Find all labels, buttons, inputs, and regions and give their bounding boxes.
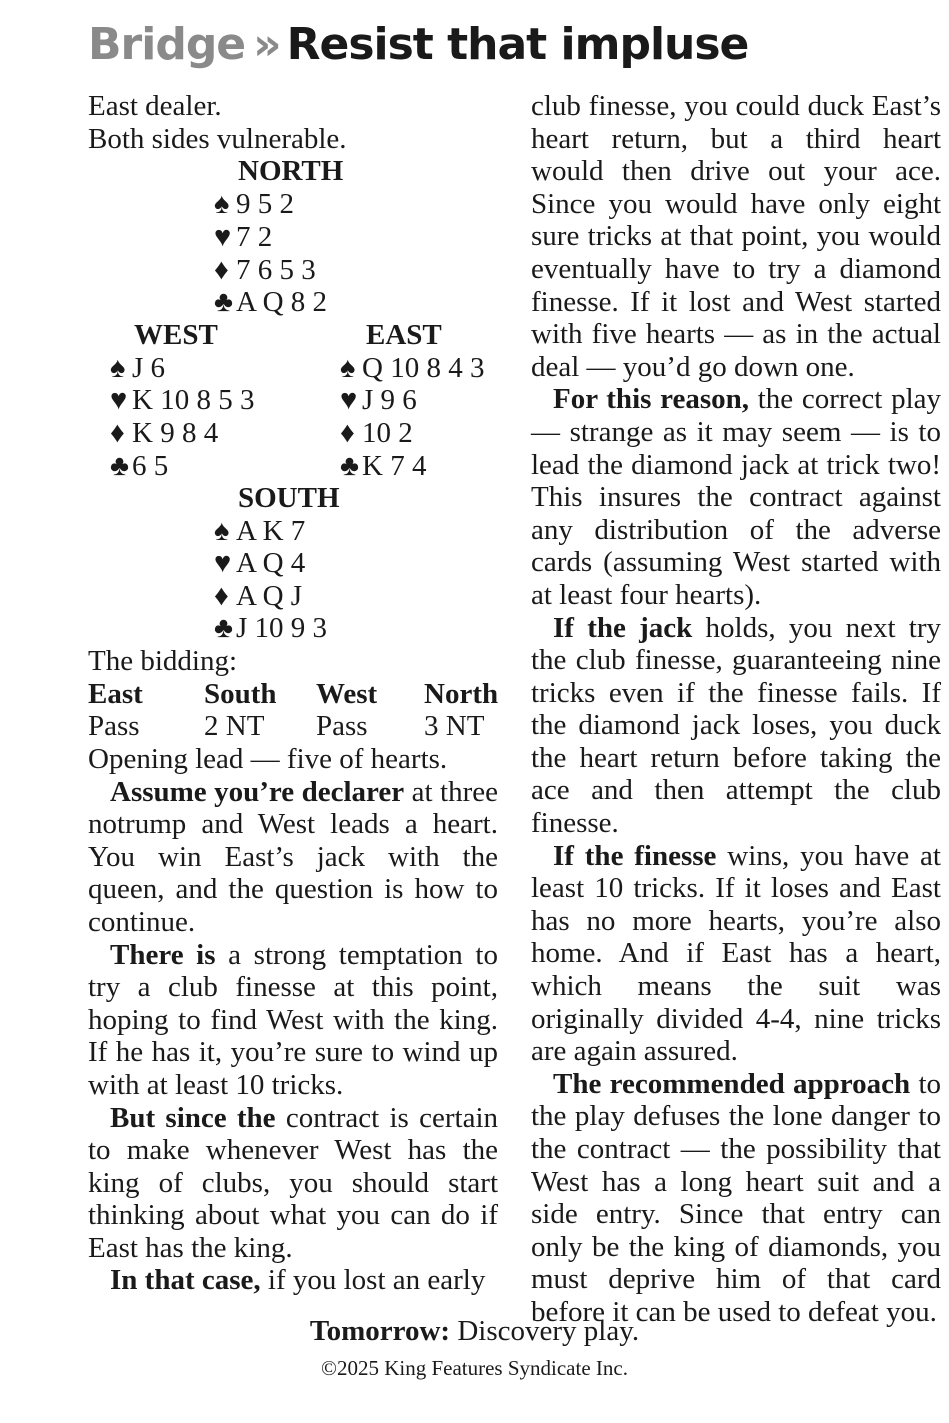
spade-icon: ♠ bbox=[110, 352, 126, 385]
south-label: SOUTH bbox=[238, 482, 340, 515]
tomorrow-label: Tomorrow: bbox=[309, 1315, 451, 1347]
heart-icon: ♥ bbox=[340, 384, 358, 417]
bidding-header: North bbox=[424, 677, 499, 710]
diamond-icon: ♦ bbox=[214, 580, 229, 613]
paragraph-8: The recommended approach to the play defuses the lone danger to the contract — the possibility that West has a long heart suit and a side entry. Since that entry can only be the king of diamonds, you must deprive him of that card before it can be used to defeat you. bbox=[531, 1067, 941, 1328]
spade-icon: ♠ bbox=[340, 352, 356, 385]
west-clubs: ♣ 6 5 bbox=[110, 450, 169, 483]
right-column bbox=[531, 90, 941, 1329]
opening-lead: Opening lead — five of hearts. bbox=[88, 742, 448, 775]
dealer-line: East dealer. bbox=[88, 90, 222, 122]
south-clubs: ♣ J 10 9 3 bbox=[214, 612, 328, 645]
north-spades: ♠ 9 5 2 bbox=[214, 188, 294, 221]
paragraph-2: There is a strong temptation to try a club finesse at this point, hoping to find West with the king. If he has it, you’re sure to wind up with at least 10 tricks. bbox=[88, 938, 498, 1101]
north-diamonds: ♦ 7 6 5 3 bbox=[214, 254, 316, 287]
south-hearts: ♥ A Q 4 bbox=[214, 547, 306, 580]
spade-icon: ♠ bbox=[214, 188, 230, 221]
east-diamonds: ♦ 10 2 bbox=[340, 417, 413, 450]
paragraph-7: If the finesse wins, you have at least 10 tricks. If it loses and East has no more hearts, you’re also home. And if East has a heart, which means the suit was originally divided 4-4, nine tricks are again assured. bbox=[531, 839, 941, 1068]
diamond-icon: ♦ bbox=[110, 417, 125, 450]
bidding-cell: Pass bbox=[88, 710, 140, 743]
paragraph-3: But since the contract is certain to make whenever West has the king of clubs, you should start thinking about what you can do if East has the king. bbox=[88, 1101, 499, 1264]
heart-icon: ♥ bbox=[214, 547, 232, 580]
club-icon: ♣ bbox=[110, 450, 130, 483]
bidding-header: West bbox=[316, 677, 378, 710]
copyright: ©2025 King Features Syndicate Inc. bbox=[321, 1356, 628, 1380]
paragraph-6: If the jack holds, you next try the club finesse, guaranteeing nine tricks even if the finesse fails. If the diamond jack loses, you duck the heart return before taking the ace and then attempt the club finesse. bbox=[531, 611, 941, 840]
paragraph-4-start: In that case, if you lost an early bbox=[110, 1264, 486, 1297]
club-icon: ♣ bbox=[214, 612, 234, 645]
west-diamonds: ♦ K 9 8 4 bbox=[110, 417, 219, 450]
paragraph-5: For this reason, the correct play — strange as it may seem — is to lead the diamond jack at trick two! This insures the contract against any distribution of the adverse cards (assuming West started with at least four hearts). bbox=[531, 383, 942, 611]
club-icon: ♣ bbox=[340, 450, 360, 483]
bidding-header: East bbox=[88, 677, 143, 710]
tomorrow-note bbox=[0, 1313, 949, 1349]
deal-diagram bbox=[88, 155, 498, 645]
south-spades: ♠ A K 7 bbox=[214, 515, 306, 548]
diamond-icon: ♦ bbox=[214, 254, 229, 287]
east-hearts: ♥ J 9 6 bbox=[340, 384, 417, 417]
east-clubs: ♣ K 7 4 bbox=[340, 450, 427, 483]
title-separator: » bbox=[253, 19, 281, 70]
bidding-cell: 2 NT bbox=[204, 710, 265, 743]
west-label: WEST bbox=[134, 319, 218, 352]
left-column bbox=[88, 90, 498, 1297]
bidding-header: South bbox=[204, 677, 277, 710]
west-hearts: ♥ K 10 8 5 3 bbox=[110, 384, 255, 417]
east-spades: ♠ Q 10 8 4 3 bbox=[340, 352, 485, 385]
north-hearts: ♥ 7 2 bbox=[214, 221, 273, 254]
diamond-icon: ♦ bbox=[340, 417, 355, 450]
bidding-cell: Pass bbox=[316, 710, 368, 743]
north-clubs: ♣ A Q 8 2 bbox=[214, 286, 328, 319]
west-spades: ♠ J 6 bbox=[110, 352, 166, 385]
north-label: NORTH bbox=[238, 155, 344, 188]
club-icon: ♣ bbox=[214, 286, 234, 319]
title-headline: Resist that impluse bbox=[286, 19, 749, 70]
heart-icon: ♥ bbox=[110, 384, 128, 417]
spade-icon: ♠ bbox=[214, 515, 230, 548]
bidding-table bbox=[88, 678, 498, 743]
paragraph-4-continued: club finesse, you could duck East’s heart return, but a third heart would then drive out your ace. Since you would have only eight sure tricks at that point, you would eventually have to try a diamond finesse. If it lost and West started with five hearts — as in the actual deal — you’d go down one. bbox=[531, 90, 941, 383]
tomorrow-text: Discovery play. bbox=[450, 1315, 640, 1347]
vulnerability-line: Both sides vulnerable. bbox=[88, 122, 347, 155]
title-kicker: Bridge bbox=[88, 19, 246, 70]
bidding-title: The bidding: bbox=[88, 645, 238, 678]
south-diamonds: ♦ A Q J bbox=[214, 580, 303, 613]
bidding-cell: 3 NT bbox=[424, 710, 485, 743]
paragraph-1: Assume you’re declarer at three notrump and West leads a heart. You win East’s jack with the queen, and the question is how to continue. bbox=[88, 775, 498, 938]
page-title bbox=[88, 16, 748, 74]
east-label: EAST bbox=[366, 319, 442, 352]
heart-icon: ♥ bbox=[214, 221, 232, 254]
